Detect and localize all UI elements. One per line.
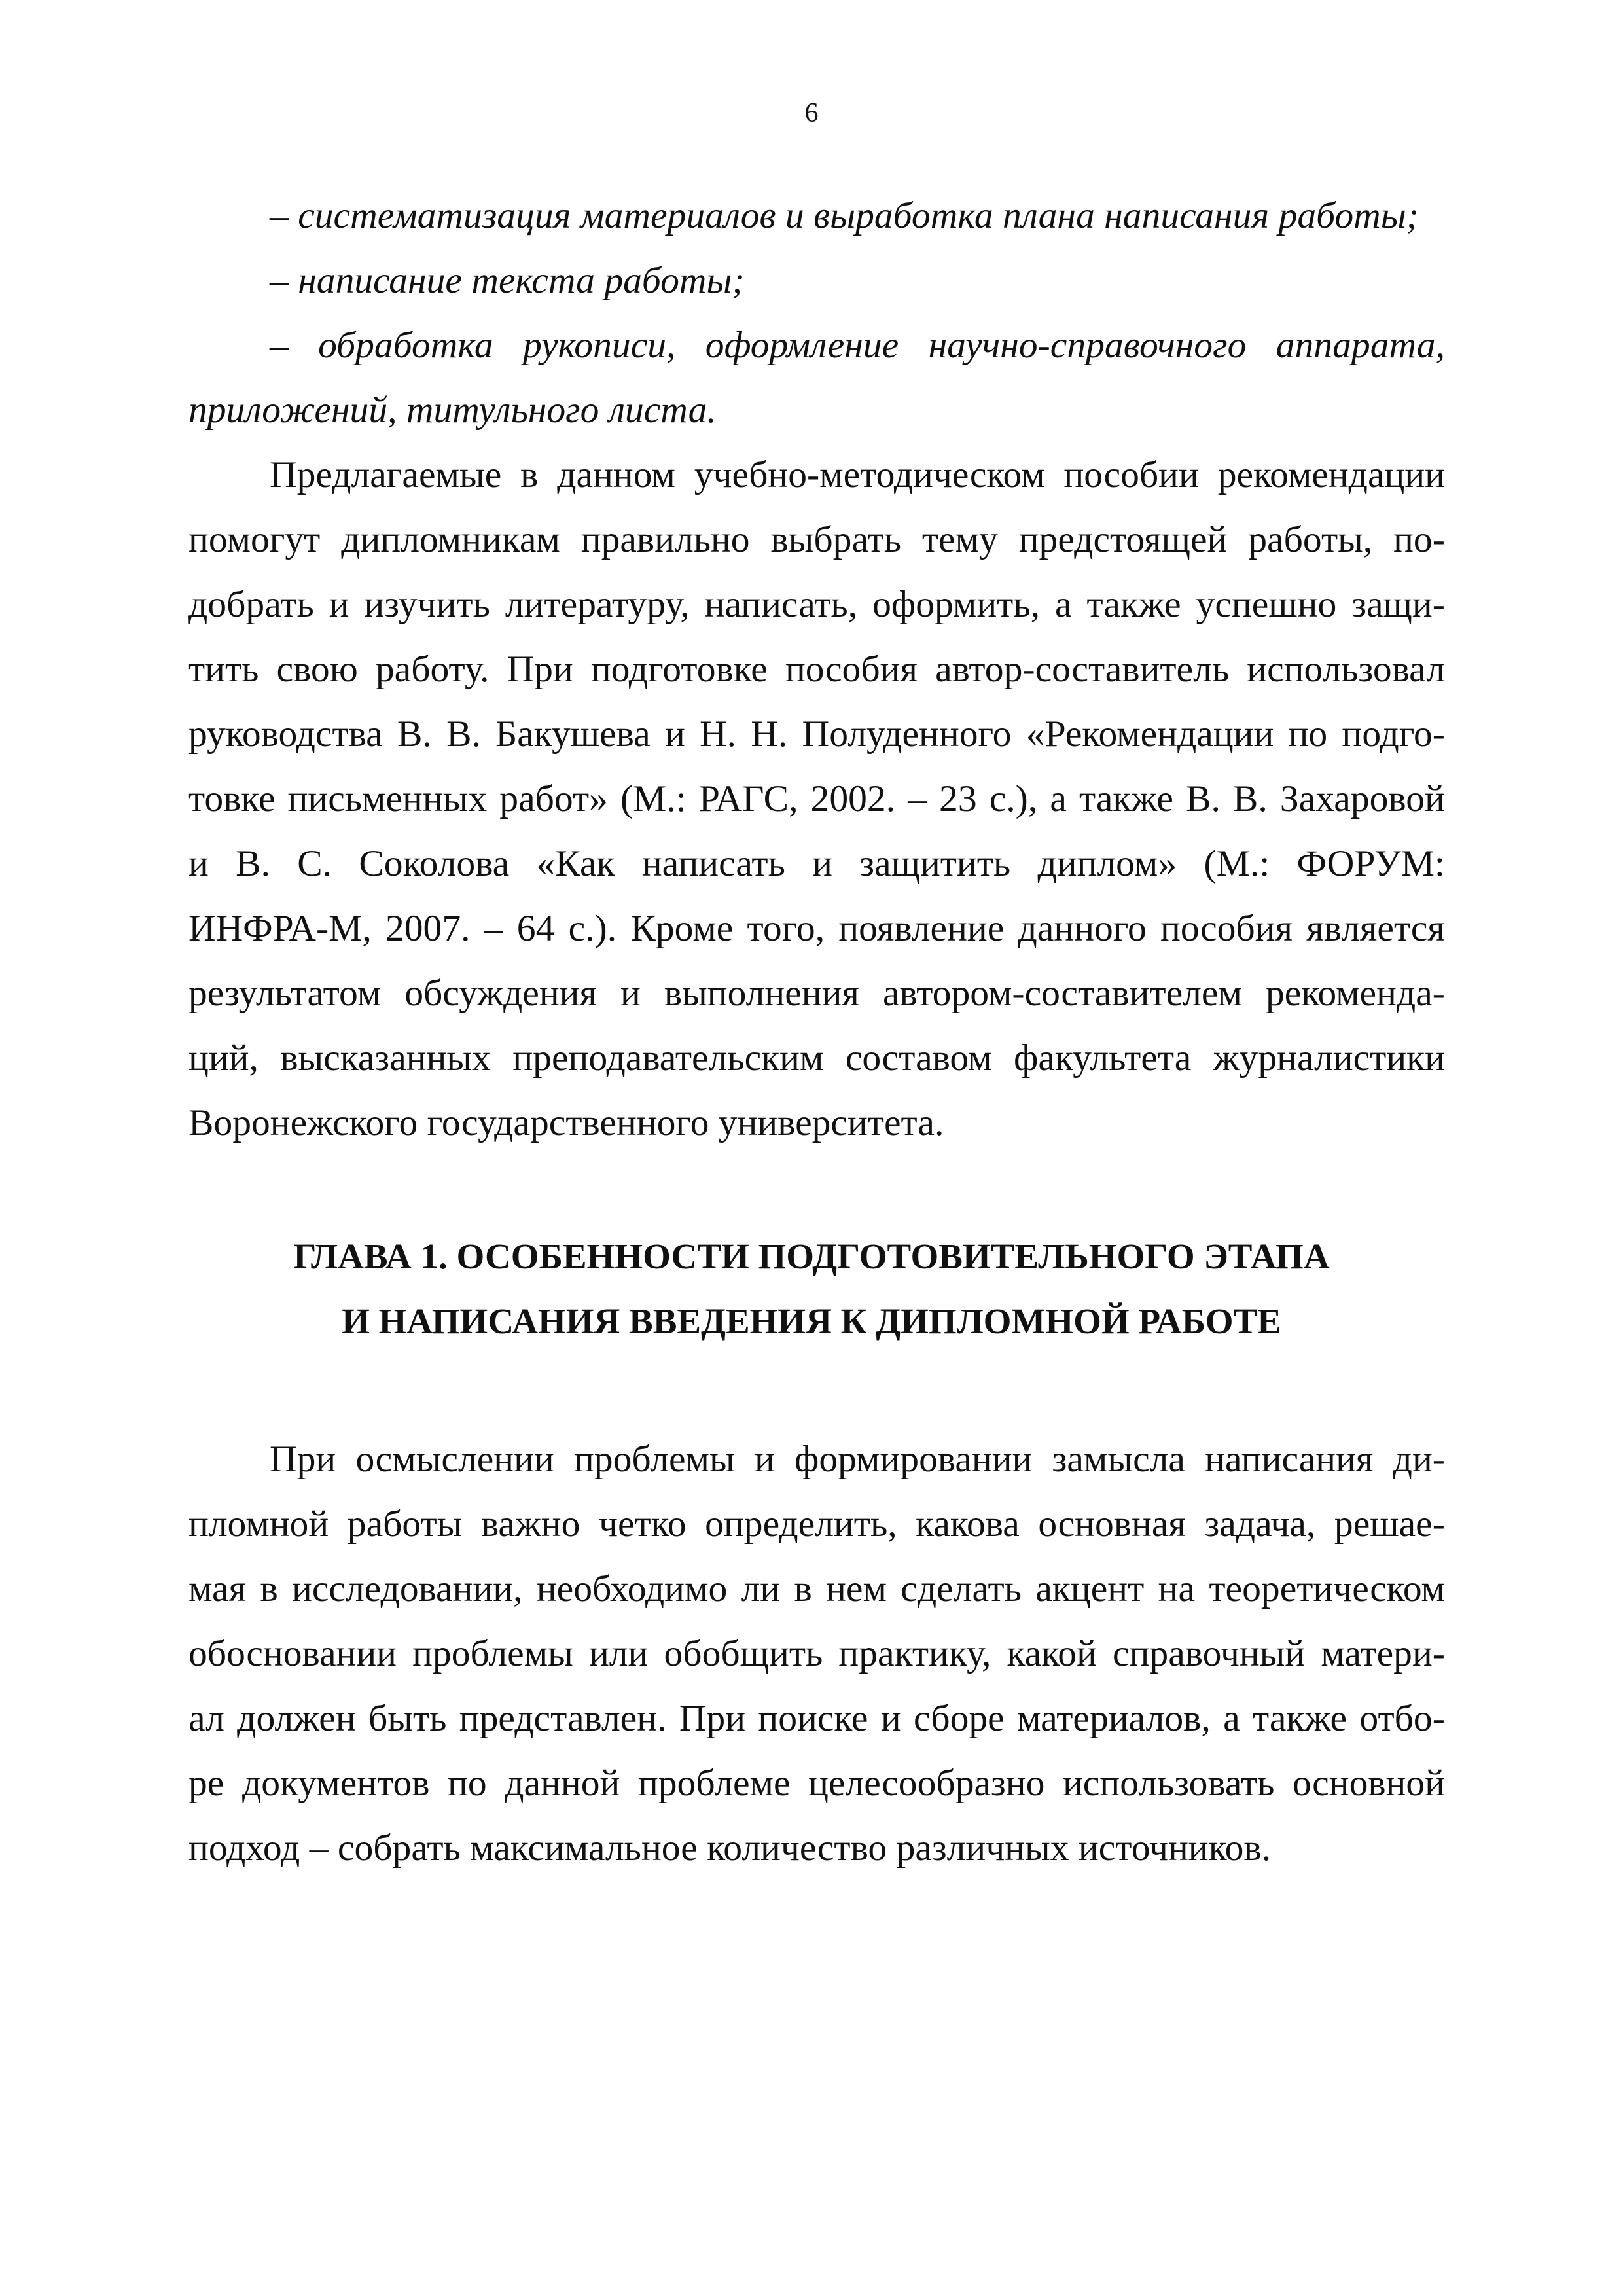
list-item-3-line-2: приложений, титульного листа. bbox=[188, 389, 717, 431]
paragraph-2-text-word: акцент bbox=[1035, 1568, 1145, 1609]
paragraph-1-text-word: предстоящей bbox=[1018, 519, 1228, 560]
chapter-title-line-1: ГЛАВА 1. ОСОБЕННОСТИ ПОДГОТОВИТЕЛЬНОГО ЭТАПА bbox=[293, 1236, 1330, 1276]
paragraph-1-text-word: также bbox=[1086, 584, 1181, 625]
paragraph-1-text-word: добрать bbox=[188, 584, 314, 625]
paragraph-1-text-word: защи- bbox=[1351, 584, 1445, 625]
paragraph-2-text-word: основная bbox=[1038, 1503, 1186, 1545]
paragraph-1-text-word: В. bbox=[1232, 778, 1268, 819]
paragraph-2-text-word: практику, bbox=[838, 1633, 991, 1674]
paragraph-1-text-word: а bbox=[1055, 584, 1072, 625]
paragraph-2-text-word: написания bbox=[1205, 1439, 1374, 1480]
page-number: 6 bbox=[804, 98, 819, 128]
paragraph-1-text-word: выбрать bbox=[770, 519, 901, 560]
paragraph-1-text-word: помогут bbox=[188, 519, 321, 560]
paragraph-2-line bbox=[188, 1751, 1445, 1816]
paragraph-1-text-word: свою bbox=[276, 649, 358, 690]
paragraph-1-text-word: по- bbox=[1393, 519, 1445, 560]
paragraph-1-text-word: данном bbox=[557, 454, 675, 495]
paragraph-2-text-word: использовать bbox=[1062, 1763, 1275, 1804]
paragraph-1-text-word: Предлагаемые bbox=[270, 454, 502, 495]
paragraph-2-text-word: При bbox=[270, 1439, 336, 1480]
paragraph-1-text-word: появление bbox=[838, 908, 1005, 949]
paragraph-2-text-word: целесообразно bbox=[808, 1763, 1045, 1804]
paragraph-2-text-word: на bbox=[1158, 1568, 1196, 1609]
paragraph-1-text-word: тить bbox=[188, 649, 259, 690]
chapter-title-line-2: И НАПИСАНИЯ ВВЕДЕНИЯ К ДИПЛОМНОЙ РАБОТЕ bbox=[342, 1301, 1281, 1341]
paragraph-2-text-word: должен bbox=[237, 1698, 356, 1739]
paragraph-1-text-word: преподавательским bbox=[512, 1037, 824, 1079]
paragraph-1-text-word: ИНФРА-М, bbox=[188, 908, 372, 949]
list-item-2: – написание текста работы; bbox=[270, 260, 745, 301]
paragraph-2-text-word: также bbox=[1253, 1698, 1347, 1739]
paragraph-2-text-word: ди- bbox=[1393, 1439, 1445, 1480]
paragraph-2-text-word: исследовании, bbox=[292, 1568, 523, 1609]
paragraph-1-text-word: Захаровой bbox=[1279, 778, 1445, 819]
paragraph-1-text-word: составом bbox=[845, 1037, 992, 1079]
paragraph-1-text-word: журналистики bbox=[1213, 1037, 1445, 1079]
paragraph-1-text-word: защитить bbox=[859, 843, 1011, 884]
paragraph-2-text-word: мая bbox=[188, 1568, 247, 1609]
paragraph-2-text-word: основной bbox=[1292, 1763, 1445, 1804]
paragraph-1-text-word: В. bbox=[1186, 778, 1221, 819]
paragraph-1-text-word: литературу, bbox=[505, 584, 690, 625]
paragraph-1-text-word: и bbox=[664, 713, 685, 755]
paragraph-1-text-word: является bbox=[1306, 908, 1445, 949]
paragraph-1-text-word: руководства bbox=[188, 713, 383, 755]
paragraph-1-text-word: пособия bbox=[1160, 908, 1293, 949]
paragraph-2-text-word: представлен. bbox=[459, 1698, 667, 1739]
paragraph-1-text-word: и bbox=[188, 843, 209, 884]
paragraph-2-text-word: в bbox=[260, 1568, 278, 1609]
paragraph-1-text-word: РАГС, bbox=[698, 778, 798, 819]
chapter-heading bbox=[0, 1224, 1623, 1354]
paragraph-2-text-word: теоретическом bbox=[1209, 1568, 1445, 1609]
paragraph-1-line bbox=[188, 896, 1445, 961]
paragraph-1-line bbox=[188, 507, 1445, 572]
paragraph-1-text-word: с.). bbox=[568, 908, 617, 949]
paragraph-1-text-word: также bbox=[1079, 778, 1173, 819]
paragraph-2-text-word: важно bbox=[480, 1503, 580, 1545]
paragraph-2-line bbox=[188, 1556, 1445, 1621]
list-item-3-word: обработка bbox=[318, 325, 493, 366]
paragraph-1-text-word: оформить, bbox=[872, 584, 1041, 625]
paragraph-2-text-word: или bbox=[588, 1633, 649, 1674]
paragraph-2-text-word: а bbox=[1223, 1698, 1240, 1739]
paragraph-2-text-word: быть bbox=[368, 1698, 447, 1739]
paragraph-2-text-word: обобщить bbox=[664, 1633, 823, 1674]
paragraph-1-text-word: по bbox=[1288, 713, 1328, 755]
paragraph-1-text-word: подготовке bbox=[590, 649, 768, 690]
paragraph-2-line bbox=[188, 1621, 1445, 1686]
paragraph-2-text-word: справочный bbox=[1113, 1633, 1306, 1674]
paragraph-1-text-word: дипломникам bbox=[341, 519, 560, 560]
paragraph-1-text-word: автор-составитель bbox=[935, 649, 1230, 690]
paragraph-2-text-word: решае- bbox=[1334, 1503, 1445, 1545]
paragraph-1-text-word: в bbox=[520, 454, 539, 495]
paragraph-1-text-word: автором-составителем bbox=[882, 973, 1242, 1014]
paragraph-2-text-word: замысла bbox=[1052, 1439, 1185, 1480]
paragraph-1-text-word: написать, bbox=[704, 584, 858, 625]
paragraph-1-text-word: письменных bbox=[287, 778, 488, 819]
paragraph-2-line bbox=[188, 1492, 1445, 1556]
paragraph-1-text-word: «Рекомендации bbox=[1026, 713, 1274, 755]
paragraph-2-text-word: и bbox=[880, 1698, 901, 1739]
paragraph-1-line bbox=[188, 831, 1445, 896]
paragraph-1-line bbox=[188, 1026, 1445, 1090]
paragraph-1-line bbox=[188, 961, 1445, 1026]
paragraph-1-text-word: Полуденного bbox=[802, 713, 1012, 755]
paragraph-1-text-word: изучить bbox=[364, 584, 490, 625]
paragraph-1-text-word: 2002. bbox=[810, 778, 896, 819]
paragraph-1-text-word: и bbox=[329, 584, 349, 625]
paragraph-1-text-word: диплом» bbox=[1037, 843, 1177, 884]
paragraph-2-text-word: четко bbox=[598, 1503, 687, 1545]
paragraph-1-text-word: 64 bbox=[516, 908, 555, 949]
paragraph-1-line bbox=[188, 442, 1445, 507]
paragraph-2-text-word: какой bbox=[1007, 1633, 1097, 1674]
paragraph-2-text-word: документов bbox=[241, 1763, 430, 1804]
paragraph-1-text-word: и bbox=[812, 843, 832, 884]
paragraph-1-text-word: а bbox=[1050, 778, 1067, 819]
paragraph-1-text-word: В. bbox=[446, 713, 481, 755]
paragraph-1-text-word: При bbox=[507, 649, 573, 690]
paragraph-1-line bbox=[188, 637, 1445, 702]
paragraph-2-text-word: поиске bbox=[758, 1698, 868, 1739]
chapter-body bbox=[188, 1427, 1445, 1880]
paragraph-2-text-word: и bbox=[754, 1439, 775, 1480]
paragraph-1-text-word: В. bbox=[236, 843, 270, 884]
paragraph-2-text-word: обосновании bbox=[188, 1633, 397, 1674]
paragraph-1-line bbox=[188, 766, 1445, 831]
paragraph-2-text-word: проблемы bbox=[573, 1439, 735, 1480]
page-body bbox=[188, 183, 1445, 1155]
paragraph-1-text-word: Кроме bbox=[630, 908, 734, 949]
paragraph-1-text-word: работы, bbox=[1248, 519, 1373, 560]
paragraph-2-text-word: формировании bbox=[794, 1439, 1033, 1480]
paragraph-1-text-word: Бакушева bbox=[495, 713, 651, 755]
paragraph-1-line bbox=[188, 702, 1445, 766]
paragraph-1-text-word: 23 bbox=[939, 778, 977, 819]
paragraph-1-text-word: пособия bbox=[785, 649, 918, 690]
paragraph-1-text-word: подго- bbox=[1342, 713, 1445, 755]
list-item-1: – систематизация материалов и выработка плана написания работы; bbox=[270, 195, 1419, 236]
paragraph-2-text-word: При bbox=[679, 1698, 746, 1739]
paragraph-1-text-word: написать bbox=[641, 843, 785, 884]
paragraph-1-text-word: данного bbox=[1018, 908, 1147, 949]
paragraph-1-text-word: учебно-методическом bbox=[694, 454, 1045, 495]
paragraph-1-text-word: В. bbox=[397, 713, 432, 755]
paragraph-1-text-word: факультета bbox=[1014, 1037, 1192, 1079]
paragraph-1-text-word: С. bbox=[297, 843, 332, 884]
paragraph-2-text-word: осмыслении bbox=[355, 1439, 554, 1480]
paragraph-2-text-word: проблеме bbox=[637, 1763, 791, 1804]
paragraph-1-text-word: ФОРУМ: bbox=[1296, 843, 1445, 884]
paragraph-2-text-word: матери- bbox=[1321, 1633, 1445, 1674]
paragraph-1-text-word: 2007. bbox=[385, 908, 471, 949]
list-item-3-word: рукописи, bbox=[522, 325, 676, 366]
paragraph-1-text-word: высказанных bbox=[280, 1037, 491, 1079]
paragraph-2-text-word: какова bbox=[916, 1503, 1020, 1545]
paragraph-2-text-word: пломной bbox=[188, 1503, 329, 1545]
paragraph-1-text-word: рекомендации bbox=[1217, 454, 1445, 495]
paragraph-1-text-word: (М.: bbox=[1204, 843, 1270, 884]
paragraph-1-text-word: пособии bbox=[1063, 454, 1199, 495]
paragraph-2-text-word: отбо- bbox=[1359, 1698, 1445, 1739]
paragraph-1-text-word: результатом bbox=[188, 973, 382, 1014]
list-item-3-word: аппарата, bbox=[1275, 325, 1445, 366]
paragraph-2-line-last: подход – собрать максимальное количество различных источников. bbox=[188, 1827, 1272, 1869]
paragraph-1-text-word: «Как bbox=[536, 843, 615, 884]
paragraph-2-text-word: нем bbox=[826, 1568, 887, 1609]
paragraph-1-text-word: того, bbox=[747, 908, 825, 949]
paragraph-2-text-word: ре bbox=[188, 1763, 224, 1804]
list-item-3-line-1 bbox=[188, 313, 1445, 378]
paragraph-2-text-word: материалов, bbox=[1017, 1698, 1211, 1739]
paragraph-1-text-word: Соколова bbox=[359, 843, 510, 884]
paragraph-1-text-word: (М.: bbox=[620, 778, 687, 819]
paragraph-1-text-word: правильно bbox=[580, 519, 750, 560]
paragraph-2-text-word: проблемы bbox=[412, 1633, 573, 1674]
paragraph-1-text-word: использовал bbox=[1247, 649, 1445, 690]
paragraph-2-text-word: работы bbox=[347, 1503, 463, 1545]
paragraph-1-text-word: – bbox=[484, 908, 503, 949]
paragraph-2-text-word: необходимо bbox=[536, 1568, 728, 1609]
paragraph-1-text-word: успешно bbox=[1196, 584, 1337, 625]
paragraph-1-text-word: с.), bbox=[989, 778, 1038, 819]
paragraph-1-text-word: ций, bbox=[188, 1037, 259, 1079]
paragraph-2-text-word: задача, bbox=[1204, 1503, 1316, 1545]
paragraph-1-text-word: Н. bbox=[751, 713, 788, 755]
paragraph-1-text-word: тему bbox=[921, 519, 998, 560]
paragraph-2-line bbox=[188, 1686, 1445, 1751]
paragraph-2-text-word: сборе bbox=[914, 1698, 1005, 1739]
paragraph-1-text-word: выполнения bbox=[664, 973, 859, 1014]
paragraph-1-text-word: – bbox=[908, 778, 927, 819]
paragraph-1-text-word: и bbox=[620, 973, 641, 1014]
paragraph-1-text-word: рекоменда- bbox=[1265, 973, 1445, 1014]
list-item-3-word: – bbox=[270, 325, 289, 366]
paragraph-2-text-word: определить, bbox=[705, 1503, 897, 1545]
paragraph-1-text-word: работу. bbox=[375, 649, 490, 690]
paragraph-1-text-word: обсуждения bbox=[404, 973, 597, 1014]
paragraph-2-text-word: ал bbox=[188, 1698, 224, 1739]
paragraph-1-line bbox=[188, 572, 1445, 637]
paragraph-1-text-word: работ» bbox=[499, 778, 608, 819]
paragraph-1-text-word: Н. bbox=[700, 713, 737, 755]
paragraph-2-line bbox=[188, 1427, 1445, 1492]
paragraph-2-text-word: данной bbox=[505, 1763, 620, 1804]
paragraph-2-text-word: ли bbox=[741, 1568, 781, 1609]
list-item-3-word: научно-справочного bbox=[928, 325, 1247, 366]
paragraph-2-text-word: сделать bbox=[901, 1568, 1022, 1609]
list-item-3-word: оформление bbox=[705, 325, 899, 366]
paragraph-1-line-last: Воронежского государственного университета. bbox=[188, 1102, 944, 1143]
paragraph-2-text-word: по bbox=[448, 1763, 487, 1804]
paragraph-1-text-word: товке bbox=[188, 778, 276, 819]
paragraph-2-text-word: в bbox=[794, 1568, 812, 1609]
